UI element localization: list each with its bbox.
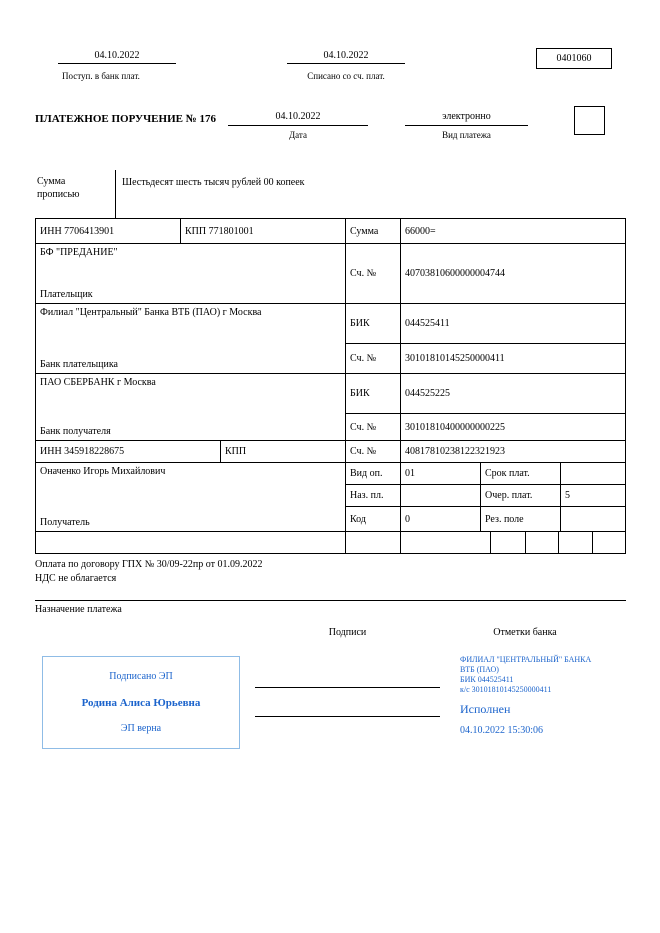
amount-value: 66000= bbox=[401, 219, 626, 244]
payer-status-box bbox=[574, 106, 605, 135]
reserve-value bbox=[561, 507, 626, 532]
purpose-code-value bbox=[401, 485, 481, 507]
code-label: Код bbox=[346, 507, 401, 532]
payer-bank-bik: 044525411 bbox=[401, 304, 626, 344]
op-type-label: Вид оп. bbox=[346, 463, 401, 485]
op-type-value: 01 bbox=[401, 463, 481, 485]
payee-bank-name: ПАО СБЕРБАНК г Москва bbox=[40, 377, 156, 388]
payee-bank-account-label: Сч. № bbox=[346, 414, 401, 441]
payee-kpp: КПП bbox=[221, 441, 346, 463]
tax-field-cell bbox=[401, 532, 491, 554]
payer-account-label: Сч. № bbox=[346, 244, 401, 304]
payee-bank-row bbox=[36, 374, 626, 441]
debit-label: Списано со сч. плат. bbox=[307, 71, 385, 81]
payee-inn: ИНН 345918228675 bbox=[36, 441, 221, 463]
priority-label: Очер. плат. bbox=[481, 485, 561, 507]
tax-fields-row bbox=[36, 532, 626, 554]
payer-bank-bik-label: БИК bbox=[346, 304, 401, 344]
purpose-line-2: НДС не облагается bbox=[35, 573, 117, 584]
payment-term-value bbox=[561, 463, 626, 485]
tax-field-cell bbox=[559, 532, 593, 554]
ep-stamp-line-1: Подписано ЭП bbox=[109, 671, 173, 683]
payment-type-value: электронно bbox=[405, 111, 528, 126]
payer-kpp: КПП 771801001 bbox=[181, 219, 346, 244]
reserve-label: Рез. поле bbox=[481, 507, 561, 532]
payee-account: 40817810238122321923 bbox=[401, 441, 626, 463]
tax-field-cell bbox=[36, 532, 346, 554]
tax-field-cell bbox=[346, 532, 401, 554]
payer-row bbox=[36, 244, 626, 304]
payer-bank-row bbox=[36, 304, 626, 374]
debit-date: 04.10.2022 bbox=[287, 50, 405, 64]
payer-name: БФ "ПРЕДАНИЕ" bbox=[40, 247, 118, 258]
code-value: 0 bbox=[401, 507, 481, 532]
tax-field-cell bbox=[593, 532, 626, 554]
bank-in-date: 04.10.2022 bbox=[58, 50, 176, 64]
document-title: ПЛАТЕЖНОЕ ПОРУЧЕНИЕ № 176 bbox=[35, 113, 217, 125]
payment-term-label: Срок плат. bbox=[481, 463, 561, 485]
payer-bank-cell bbox=[36, 304, 346, 374]
payment-type-label: Вид платежа bbox=[442, 130, 491, 140]
payer-label: Плательщик bbox=[40, 289, 93, 300]
amount-words-label: Сумма прописью bbox=[37, 176, 80, 200]
payer-bank-label: Банк плательщика bbox=[40, 359, 118, 370]
bank-marks-label: Отметки банка bbox=[493, 627, 557, 638]
payee-bank-cell bbox=[36, 374, 346, 441]
payee-row bbox=[36, 463, 626, 532]
priority-value: 5 bbox=[561, 485, 626, 507]
signature-line-2 bbox=[255, 716, 440, 717]
bank-stamp-datetime: 04.10.2022 15:30:06 bbox=[460, 725, 544, 736]
bank-stamp-name-2: ВТБ (ПАО) bbox=[460, 665, 499, 674]
payee-name: Оначенко Игорь Михайлович bbox=[40, 466, 166, 477]
purpose-line-1: Оплата по договору ГПХ № 30/09-22пр от 01.09.2022 bbox=[35, 559, 263, 570]
bank-stamp-status: Исполнен bbox=[460, 702, 511, 716]
payer-bank-name: Филиал "Центральный" Банка ВТБ (ПАО) г Москва bbox=[40, 307, 262, 318]
tax-field-cell bbox=[491, 532, 526, 554]
payment-table bbox=[35, 218, 626, 554]
bank-in-label: Поступ. в банк плат. bbox=[62, 71, 140, 81]
purpose-code-label: Наз. пл. bbox=[346, 485, 401, 507]
purpose-rule bbox=[35, 600, 626, 601]
payee-bank-account: 30101810400000000225 bbox=[401, 414, 626, 441]
payment-purpose-text bbox=[35, 558, 262, 586]
ep-stamp-signer-name: Родина Алиса Юрьевна bbox=[81, 696, 201, 709]
bank-stamp-bik: БИК 044525411 bbox=[460, 675, 514, 684]
payer-inn: ИНН 7706413901 bbox=[36, 219, 181, 244]
payer-bank-account: 30101810145250000411 bbox=[401, 344, 626, 374]
payee-account-label: Сч. № bbox=[346, 441, 401, 463]
signatures-label: Подписи bbox=[328, 627, 367, 638]
purpose-label: Назначение платежа bbox=[35, 604, 122, 615]
form-code-box: 0401060 bbox=[536, 48, 612, 69]
payer-cell bbox=[36, 244, 346, 304]
bank-stamp-corr-account: к/с 30101810145250000411 bbox=[460, 685, 552, 694]
amount-words-value: Шестьдесят шесть тысяч рублей 00 копеек bbox=[122, 177, 305, 188]
payee-cell bbox=[36, 463, 346, 532]
payer-bank-account-label: Сч. № bbox=[346, 344, 401, 374]
date-label: Дата bbox=[289, 130, 307, 140]
payer-account: 40703810600000004744 bbox=[401, 244, 626, 304]
tax-field-cell bbox=[526, 532, 559, 554]
electronic-signature-stamp bbox=[42, 656, 240, 749]
document-date: 04.10.2022 bbox=[228, 111, 368, 126]
payee-bank-bik-label: БИК bbox=[346, 374, 401, 414]
amount-label: Сумма bbox=[346, 219, 401, 244]
payee-bank-bik: 044525225 bbox=[401, 374, 626, 414]
bank-execution-stamp bbox=[460, 655, 630, 736]
ep-stamp-line-3: ЭП верна bbox=[120, 722, 162, 734]
inn-row bbox=[36, 219, 626, 244]
payee-inn-row bbox=[36, 441, 626, 463]
bank-stamp-name-1: ФИЛИАЛ "ЦЕНТРАЛЬНЫЙ" БАНКА bbox=[460, 655, 592, 664]
payee-bank-label: Банк получателя bbox=[40, 426, 111, 437]
amount-words-divider bbox=[115, 170, 116, 218]
signature-line-1 bbox=[255, 687, 440, 688]
payee-label: Получатель bbox=[40, 517, 90, 528]
